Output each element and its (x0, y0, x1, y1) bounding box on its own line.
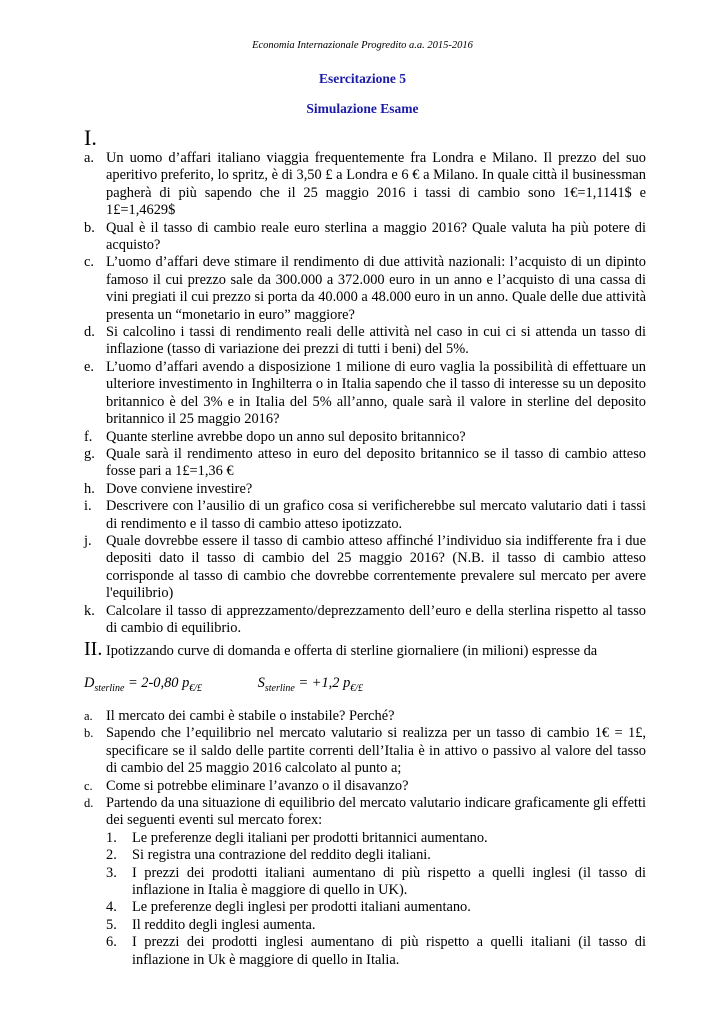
item-text: Quale sarà il rendimento atteso in euro del deposito britannico se il tasso di cambio atteso fosse pari a 1£=1,36 € (106, 445, 646, 480)
item-label: d. (84, 796, 94, 811)
sub-list-item (106, 865, 646, 900)
page-subtitle: Simulazione Esame (306, 101, 419, 116)
list-item (84, 359, 646, 429)
page-header: Economia Internazionale Progredito a.a. 2015-2016 (252, 40, 473, 51)
item-text: Quante sterline avrebbe dopo un anno sul deposito britannico? (106, 428, 466, 445)
item-label: j. (84, 532, 92, 549)
item-text: Si calcolino i tassi di rendimento reali delle attività nel caso in cui ci si attenda un tasso di inflazione (tasso di variazione dei prezzi di tutti i beni) del 5%. (106, 324, 646, 358)
item-label: b. (84, 219, 95, 236)
formula-demand: $D_{sterline} = 2-0,80$ $p_{€/£}$ (84, 675, 203, 694)
item-text: Sapendo che l’equilibrio nel mercato valutario si realizza per un tasso di cambio 1€ = 1£, specificare se il saldo delle partite correnti dell’Italia è in attivo o passivo al valore del tasso di cambio del 25 maggio 2016 calcolato al punto a; (106, 725, 646, 777)
list-item (84, 446, 646, 481)
sub-list-item (106, 847, 646, 864)
item-text: I prezzi dei prodotti italiani aumentano di più rispetto a quelli inglesi (il tasso di inflazione in Italia è maggiore di quello in UK). (132, 864, 646, 899)
section-2-number: II. (84, 638, 103, 660)
formula-supply: $S_{sterline} = +1,2$ $p_{€/£}$ (257, 675, 364, 694)
list-item (84, 778, 646, 795)
item-label: c. (84, 254, 94, 271)
item-label: g. (84, 445, 95, 462)
formula-line (84, 675, 363, 694)
item-text: Si registra una contrazione del reddito degli italiani. (132, 847, 431, 864)
section-2-intro: Ipotizzando curve di domanda e offerta di sterline giornaliere (in milioni) espresse da (105, 643, 598, 659)
item-text: Qual è il tasso di cambio reale euro sterlina a maggio 2016? Quale valuta ha più potere di acquisto? (106, 219, 646, 254)
sub-list-item (106, 830, 646, 847)
list-item (84, 220, 646, 255)
section-1-number: I. (84, 125, 97, 150)
list-item (84, 708, 646, 725)
item-text: Le preferenze degli inglesi per prodotti italiani aumentano. (132, 899, 471, 916)
item-text: I prezzi dei prodotti inglesi aumentano di più rispetto a quelli italiani (il tasso di inflazione in Uk è maggiore di quello in Italia. (132, 934, 646, 968)
list-item (84, 429, 646, 446)
sub-list-item (106, 934, 646, 969)
item-text: Quale dovrebbe essere il tasso di cambio atteso affinché l’individuo sia indifferente fra i due depositi dato il tasso di cambio del 25 maggio 2016? (N.B. il tasso di cambio atteso corrisponde al tasso di cambio che dovrebbe correntemente prevalere sul mercato per avere l'equilibrio) (106, 532, 646, 602)
item-label: a. (84, 709, 93, 723)
item-text: Le preferenze degli italiani per prodotti britannici aumentano. (132, 829, 488, 846)
list-item (84, 533, 646, 603)
section-1-list (84, 150, 646, 637)
item-text: Un uomo d’affari italiano viaggia frequentemente fra Londra e Milano. Il prezzo del suo aperitivo preferito, lo spritz, è di 3,50 £ a Londra e 6 € a Milano. In quale città il businessman pagherà di più sapendo che il 25 maggio 2016 i tassi di cambio sono 1€=1,1141$ e 1£=1,4629$ (106, 150, 646, 219)
list-item (84, 324, 646, 359)
item-label: h. (84, 480, 95, 497)
item-label: 5. (106, 916, 117, 933)
list-item (84, 254, 646, 324)
item-label: i. (84, 498, 92, 515)
item-text: Descrivere con l’ausilio di un grafico cosa si verificherebbe sul mercato valutario dati i tassi di rendimento e il tasso di cambio atteso ipotizzato. (106, 498, 646, 532)
sub-list (106, 830, 646, 969)
item-label: 4. (106, 899, 117, 916)
item-label: 3. (106, 864, 117, 881)
item-text: Dove conviene investire? (106, 480, 253, 497)
item-label: c. (84, 778, 93, 793)
item-text: Calcolare il tasso di apprezzamento/deprezzamento dell’euro e della sterlina rispetto al tasso di cambio di equilibrio. (106, 602, 646, 636)
item-label: k. (84, 602, 95, 619)
item-text: Partendo da una situazione di equilibrio del mercato valutario indicare graficamente gli effetti dei seguenti eventi sul mercato forex: (106, 795, 646, 829)
sub-list-item (106, 899, 646, 916)
item-label: 2. (106, 847, 117, 864)
page-title: Esercitazione 5 (318, 71, 407, 86)
section-2-list (84, 708, 646, 969)
list-item (84, 150, 646, 220)
item-text: L’uomo d’affari deve stimare il rendimento di due attività nazionali: l’acquisto di un dipinto famoso il cui prezzo sale da 300.000 a 372.000 euro in un anno e l’acquisto di una cassa di vini pregiati il cui prezzo si porta da 40.000 a 48.000 euro in un anno. Quale delle due attività presenta un “monetario in euro” maggiore? (106, 254, 646, 323)
sub-list-item (106, 917, 646, 934)
item-text: L’uomo d’affari avendo a disposizione 1 milione di euro vaglia la possibilità di effettuare un ulteriore investimento in Inghilterra o in Italia sapendo che il tasso di interesse su un deposito britannico è del 3% e in Italia del 5% all’anno, quale sarà il valore in sterline del deposito britannico il 25 maggio 2016? (106, 358, 646, 428)
list-item (84, 603, 646, 638)
item-text: Il reddito degli inglesi aumenta. (132, 916, 316, 933)
item-label: b. (84, 726, 94, 741)
item-text: Come si potrebbe eliminare l’avanzo o il disavanzo? (106, 777, 409, 794)
item-label: 1. (106, 829, 117, 846)
list-item (84, 498, 646, 533)
list-item (84, 725, 646, 777)
list-item (84, 795, 646, 830)
section-2-heading (84, 638, 597, 661)
item-label: 6. (106, 934, 117, 951)
item-text: Il mercato dei cambi è stabile o instabile? Perché? (106, 708, 395, 724)
item-label: a. (84, 150, 94, 166)
list-item (84, 481, 646, 498)
item-label: e. (84, 358, 94, 375)
item-label: f. (84, 428, 93, 445)
item-label: d. (84, 324, 95, 341)
